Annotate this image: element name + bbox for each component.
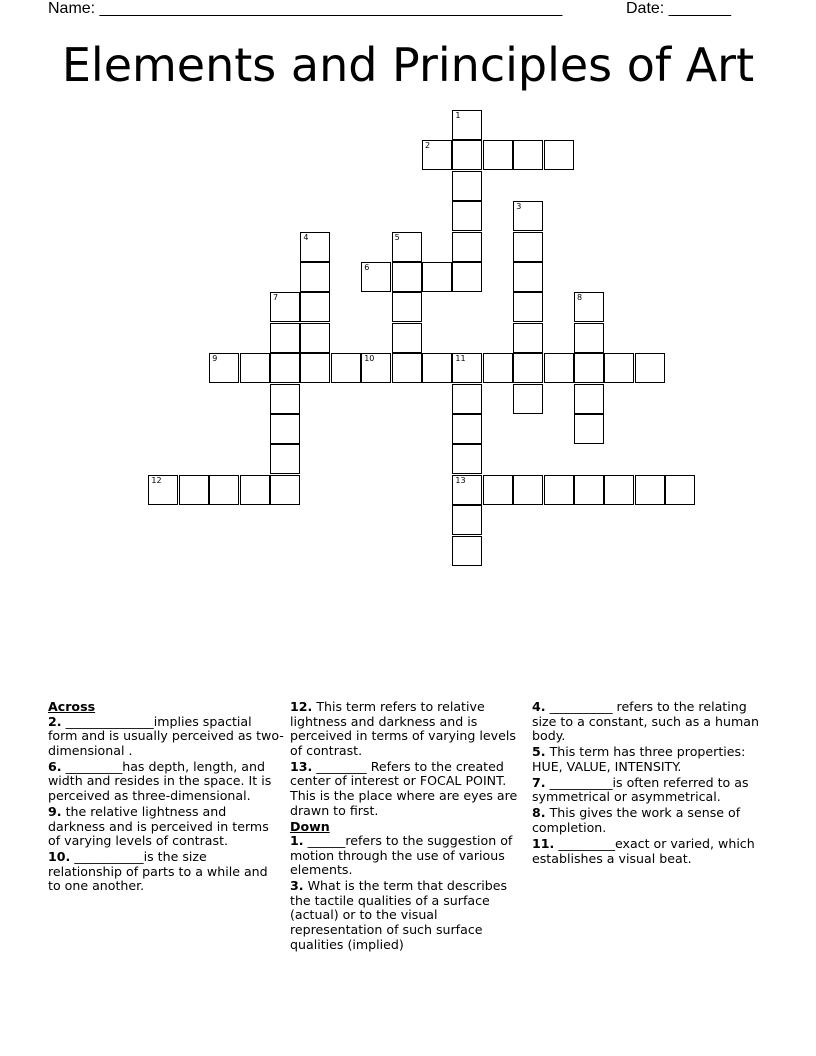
date-field-label[interactable]: Date: _______ xyxy=(626,0,731,17)
clue-number: 2. xyxy=(48,713,62,729)
cell-number: 2 xyxy=(425,141,431,151)
clue-text: __________ refers to the relating size to a constant, such as a human body. xyxy=(532,699,759,744)
crossword-cell[interactable] xyxy=(452,444,482,474)
crossword-cell[interactable] xyxy=(300,232,330,262)
clue-number: 7. xyxy=(532,774,546,790)
cell-number: 8 xyxy=(577,293,583,303)
crossword-cell[interactable] xyxy=(392,323,422,353)
down-clue-list-2 xyxy=(532,700,768,866)
crossword-cell[interactable] xyxy=(148,475,178,505)
across-clue-list-1 xyxy=(48,715,284,894)
clue-item xyxy=(532,806,768,835)
crossword-cell[interactable] xyxy=(270,292,300,322)
crossword-cell[interactable] xyxy=(392,292,422,322)
down-heading: Down xyxy=(290,818,330,834)
clue-number: 1. xyxy=(290,833,304,849)
crossword-cell[interactable] xyxy=(635,353,665,383)
clue-text: ______________implies spactial form and is usually perceived as two-dimensional . xyxy=(48,713,284,758)
crossword-cell[interactable] xyxy=(361,262,391,292)
clue-number: 3. xyxy=(290,878,304,894)
clue-number: 13. xyxy=(290,758,313,774)
crossword-cell[interactable] xyxy=(422,353,452,383)
clue-number: 9. xyxy=(48,803,62,819)
clues-column-3 xyxy=(532,700,768,867)
crossword-cell[interactable] xyxy=(270,323,300,353)
crossword-cell[interactable] xyxy=(544,475,574,505)
crossword-cell[interactable] xyxy=(513,232,543,262)
crossword-cell[interactable] xyxy=(270,444,300,474)
crossword-cell[interactable] xyxy=(574,384,604,414)
crossword-cell[interactable] xyxy=(513,292,543,322)
crossword-cell[interactable] xyxy=(209,353,239,383)
crossword-cell[interactable] xyxy=(270,353,300,383)
clue-item xyxy=(48,715,284,759)
cell-number: 11 xyxy=(455,354,466,364)
crossword-cell[interactable] xyxy=(452,353,482,383)
cell-number: 9 xyxy=(212,354,218,364)
clue-text: _________exact or varied, which establishes a visual beat. xyxy=(532,835,755,866)
header xyxy=(48,0,748,20)
clue-item xyxy=(290,700,526,758)
clue-number: 8. xyxy=(532,805,546,821)
clue-text: This term refers to relative lightness and darkness and is perceived in terms of varying levels of contrast. xyxy=(290,699,516,758)
crossword-cell[interactable] xyxy=(452,262,482,292)
crossword-cell[interactable] xyxy=(513,353,543,383)
crossword-cell[interactable] xyxy=(392,262,422,292)
clue-text: What is the term that describes the tactile qualities of a surface (actual) or to the visual representation of such surface qualities (implied) xyxy=(290,878,508,952)
crossword-cell[interactable] xyxy=(513,140,543,170)
crossword-cell[interactable] xyxy=(270,414,300,444)
clue-number: 11. xyxy=(532,835,555,851)
crossword-cell[interactable] xyxy=(483,353,513,383)
crossword-cell[interactable] xyxy=(513,323,543,353)
across-heading: Across xyxy=(48,699,96,714)
crossword-cell[interactable] xyxy=(665,475,695,505)
page-title: Elements and Principles of Art xyxy=(61,38,755,92)
across-clue-list-2 xyxy=(290,700,526,818)
crossword-cell[interactable] xyxy=(452,140,482,170)
crossword-cell[interactable] xyxy=(513,384,543,414)
crossword-cell[interactable] xyxy=(452,201,482,231)
clue-text: __________is often referred to as symmetrical or asymmetrical. xyxy=(532,774,749,805)
crossword-cell[interactable] xyxy=(209,475,239,505)
crossword-cell[interactable] xyxy=(270,384,300,414)
crossword-cell[interactable] xyxy=(179,475,209,505)
crossword-cell[interactable] xyxy=(240,353,270,383)
clue-number: 4. xyxy=(532,699,546,714)
crossword-cell[interactable] xyxy=(574,414,604,444)
clue-item xyxy=(532,745,768,774)
cell-number: 4 xyxy=(303,232,309,242)
crossword-cell[interactable] xyxy=(604,475,634,505)
clue-number: 10. xyxy=(48,849,71,865)
cell-number: 12 xyxy=(151,475,162,485)
crossword-cell[interactable] xyxy=(452,475,482,505)
name-field-label[interactable]: Name: ____________________________________________________ xyxy=(48,0,563,17)
clue-text: This gives the work a sense of completion. xyxy=(532,805,741,835)
clue-text: This term has three properties: HUE, VALUE, INTENSITY. xyxy=(532,744,746,774)
crossword-cell[interactable] xyxy=(452,536,482,566)
clue-text: ______refers to the suggestion of motion through the use of various elements. xyxy=(290,833,513,878)
crossword-cell[interactable] xyxy=(240,475,270,505)
clue-item xyxy=(290,879,526,952)
clue-item xyxy=(532,837,768,866)
crossword-cell[interactable] xyxy=(452,110,482,140)
crossword-cell[interactable] xyxy=(300,323,330,353)
crossword-cell[interactable] xyxy=(513,201,543,231)
crossword-cell[interactable] xyxy=(361,353,391,383)
crossword-cell[interactable] xyxy=(422,262,452,292)
crossword-cell[interactable] xyxy=(452,232,482,262)
clues-column-1 xyxy=(48,700,284,895)
crossword-cell[interactable] xyxy=(452,505,482,535)
cell-number: 6 xyxy=(364,263,370,272)
cell-number: 3 xyxy=(516,202,522,212)
clue-text: ________ Refers to the created center of interest or FOCAL POINT. This is the place where are eyes are drawn to first. xyxy=(290,758,518,818)
crossword-cell[interactable] xyxy=(513,262,543,292)
clue-item xyxy=(532,776,768,805)
crossword-cell[interactable] xyxy=(392,353,422,383)
clue-text: _________has depth, length, and width and resides in the space. It is perceived as three-dimensional. xyxy=(48,758,272,803)
clue-item xyxy=(290,834,526,878)
crossword-cell[interactable] xyxy=(452,171,482,201)
clue-text: the relative lightness and darkness and is perceived in terms of varying levels of contrast. xyxy=(48,803,269,849)
crossword-cell[interactable] xyxy=(392,232,422,262)
clues-column-2 xyxy=(290,700,526,954)
crossword-cell[interactable] xyxy=(483,140,513,170)
cell-number: 5 xyxy=(394,232,400,242)
crossword-cell[interactable] xyxy=(300,353,330,383)
crossword-cell[interactable] xyxy=(452,384,482,414)
crossword-cell[interactable] xyxy=(544,353,574,383)
crossword-cell[interactable] xyxy=(635,475,665,505)
crossword-cell[interactable] xyxy=(513,475,543,505)
cell-number: 7 xyxy=(273,293,279,303)
crossword-cell[interactable] xyxy=(604,353,634,383)
crossword-cell[interactable] xyxy=(452,414,482,444)
clue-item xyxy=(532,700,768,744)
down-clue-list-1 xyxy=(290,834,526,952)
crossword-cell[interactable] xyxy=(483,475,513,505)
crossword-cell[interactable] xyxy=(574,323,604,353)
cell-number: 13 xyxy=(455,475,466,485)
crossword-cell[interactable] xyxy=(422,140,452,170)
cell-number: 1 xyxy=(455,111,461,120)
clue-text: ___________is the size relationship of parts to a while and to one another. xyxy=(48,849,268,894)
crossword-cell[interactable] xyxy=(574,292,604,322)
clue-item xyxy=(48,805,284,849)
cell-number: 10 xyxy=(364,354,375,364)
crossword-cell[interactable] xyxy=(300,262,330,292)
clue-item xyxy=(48,760,284,804)
clue-number: 12. xyxy=(290,699,313,714)
crossword-cell[interactable] xyxy=(331,353,361,383)
crossword-cell[interactable] xyxy=(574,353,604,383)
clue-item xyxy=(290,760,526,818)
crossword-cell[interactable] xyxy=(574,475,604,505)
clue-number: 6. xyxy=(48,758,62,774)
crossword-cell[interactable] xyxy=(300,292,330,322)
clue-number: 5. xyxy=(532,744,546,760)
crossword-cell[interactable] xyxy=(270,475,300,505)
crossword-cell[interactable] xyxy=(544,140,574,170)
clue-item xyxy=(48,850,284,894)
